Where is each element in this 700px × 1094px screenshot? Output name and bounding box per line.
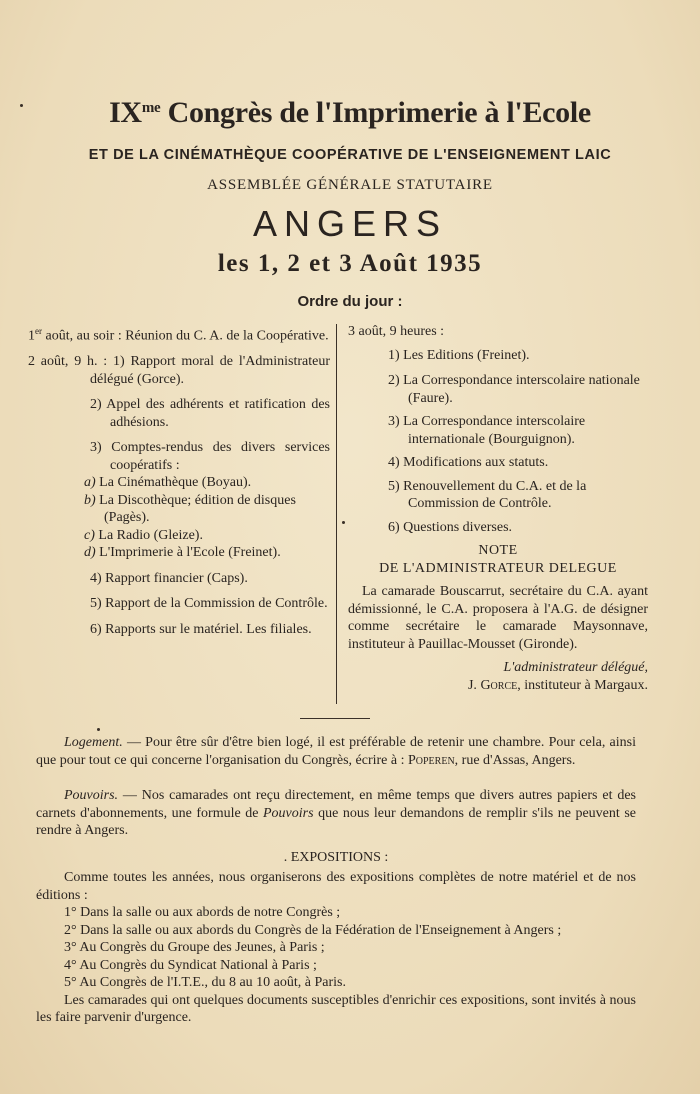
exposition-item: 1° Dans la salle ou aux abords de notre Congrès ; [64,905,341,920]
logement-paragraph [36,734,636,769]
agenda-item: 4) Modifications aux statuts. [388,455,549,470]
agenda-item: 3) Comptes-rendus des divers services coopératifs : [90,440,330,473]
subitem-marker: d) [84,545,96,561]
agenda-left-column [28,323,330,638]
title-rest: Congrès de l'Imprimerie à l'Ecole [160,96,591,129]
signature-name [348,677,648,695]
subitem-text: La Radio (Gleize). [94,527,203,543]
subitem-text: La Cinémathèque (Boyau). [95,475,252,491]
agenda-item: 6) Questions diverses. [388,519,513,535]
agenda-item: 2 août, 9 h. : 1) Rapport moral de l'Administrateur délégué (Gorce). [28,354,330,387]
agenda-right-column [348,323,648,694]
signature-title [348,659,648,677]
note-heading: NOTE [478,543,518,558]
agenda-item: 5) Renouvellement du C.A. et de la Commission de Contrôle. [388,478,587,511]
agenda-item: 5) Rapport de la Commission de Contrôle. [90,596,328,612]
agenda-text: août, au soir : Réunion du C. A. de la Coopérative. [42,328,329,344]
subitem-text: L'Imprimerie à l'Ecole (Freinet). [95,545,281,561]
subitem-marker: b) [84,492,96,508]
agenda-subitem [28,544,330,562]
agenda-item: 2) Appel des adhérents et ratification des adhésions. [90,397,330,430]
title-superscript: me [141,100,161,116]
ink-speck [20,104,23,107]
exposition-item: 5° Au Congrès de l'I.T.E., du 8 au 10 août, à Paris. [64,975,346,990]
dates-line: les 1, 2 et 3 Août 1935 [217,250,483,277]
contact-address: , rue d'Assas, Angers. [454,752,576,768]
contact-name: Poperen [407,752,455,768]
agenda-item: 3) La Correspondance interscolaire internationale (Bourguignon). [388,414,586,447]
ink-speck [97,728,100,731]
logement-text: — Pour être sûr d'être bien logé, il est préférable de retenir une chambre. Pour cela, ainsi que pour tout ce qui concerne l'organisation du Congrès, écrire à : [36,735,636,768]
pouvoirs-title: Pouvoirs. [64,788,119,803]
logement-title: Logement. [64,735,123,750]
expositions-section [36,869,636,1027]
pouvoirs-text: — Nos camarades ont reçu directement, en même temps que divers autres papiers et des carnets d'abonnements, une formule de [36,788,636,821]
signature-role: L'administrateur délégué, [503,660,648,675]
subitem-text: La Discothèque; édition de disques (Pagès). [95,492,296,526]
column-divider [336,324,337,704]
signature-initial: J. [467,677,481,693]
expositions-intro: Comme toutes les années, nous organiserons des expositions complètes de notre matériel et de nos éditions : [36,870,636,903]
note-subheading: DE L'ADMINISTRATEUR DELEGUE [379,560,617,576]
signature-rest: , instituteur à Margaux. [517,677,648,693]
agenda-subitem [28,474,330,492]
pouvoirs-term: Pouvoirs [263,805,314,821]
subitem-marker: c) [84,527,95,543]
title-prefix: IX [109,96,142,129]
signature-surname: Gorce [480,677,518,693]
agenda-item [28,323,330,345]
note-body: La camarade Bouscarrut, secrétaire du C.A. ayant démissionné, le C.A. proposera à l'A.G. de désigner comme secrétaire le camarade Maysonnave, instituteur à Pauillac-Mousset (Gironde). [348,584,648,652]
closing-paragraph: Les camarades qui ont quelques documents susceptibles d'enrichir ces expositions, sont invités à nous les faire parvenir d'urgence. [36,992,636,1025]
agenda-title: Ordre du jour : [297,293,403,310]
subitem-marker: a) [84,475,96,491]
agenda-day-heading: 3 août, 9 heures : [348,324,445,339]
agenda-item: 4) Rapport financier (Caps). [90,570,248,586]
pouvoirs-paragraph [36,787,636,840]
agenda-item: 6) Rapports sur le matériel. Les filiales. [90,621,312,637]
agenda-subitem [28,492,330,527]
city-heading: ANGERS [252,203,448,244]
assembly-line: ASSEMBLÉE GÉNÉRALE STATUTAIRE [207,177,493,193]
exposition-item: 2° Dans la salle ou aux abords du Congrès de la Fédération de l'Enseignement à Angers ; [64,922,562,938]
exposition-item: 4° Au Congrès du Syndicat National à Paris ; [64,957,317,973]
agenda-subitem [28,527,330,545]
agenda-item: 2) La Correspondance interscolaire nationale (Faure). [388,373,640,406]
expositions-heading: . EXPOSITIONS : [283,850,389,865]
pouvoirs-text-end: que nous leur demandons de remplir s'ils ne peuvent se rendre à Angers. [36,805,636,838]
agenda-item: 1) Les Editions (Freinet). [388,347,530,363]
exposition-item: 3° Au Congrès du Groupe des Jeunes, à Paris ; [64,940,325,955]
ink-speck [342,521,345,524]
subtitle: ET DE LA CINÉMATHÈQUE COOPÉRATIVE DE L'ENSEIGNEMENT LAIC [88,147,612,163]
day-superscript: er [35,326,42,336]
day-number: 1 [28,328,35,344]
section-rule [300,718,370,719]
congress-title [0,96,700,130]
